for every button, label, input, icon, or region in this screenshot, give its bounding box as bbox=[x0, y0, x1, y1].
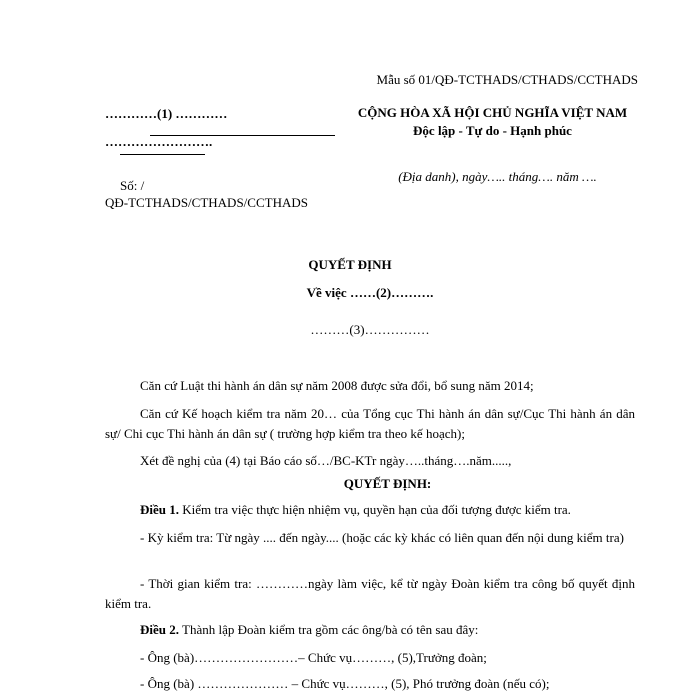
legal-basis-2: Căn cứ Kế hoạch kiểm tra năm 20… của Tổng cục Thi hành án dân sự/Cục Thi hành án dân sự/ Chi cục Thi hành án dân sự ( trường hợp kiểm tra theo kế hoạch); bbox=[105, 406, 635, 441]
decision-subject: Về việc ……(2)………. bbox=[306, 285, 434, 300]
team-member-1: - Ông (bà)……………………– Chức vụ………, (5),Trưởng đoàn; bbox=[140, 650, 487, 665]
article-1 bbox=[105, 500, 635, 520]
article-1-text: Kiểm tra việc thực hiện nhiệm vụ, quyền hạn của đối tượng được kiểm tra. bbox=[179, 502, 571, 517]
article-2 bbox=[105, 620, 635, 640]
inspection-period: - Kỳ kiểm tra: Từ ngày .... đến ngày.... (hoặc các kỳ khác có liên quan đến nội dung kiểm tra) bbox=[140, 530, 624, 545]
article-1-label: Điều 1. bbox=[140, 502, 179, 517]
place-and-date: (Địa danh), ngày….. tháng…. năm …. bbox=[398, 169, 597, 184]
country-name: CỘNG HÒA XÃ HỘI CHỦ NGHĨA VIỆT NAM bbox=[357, 105, 628, 120]
agency-underline bbox=[120, 154, 205, 155]
legal-basis-1: Căn cứ Luật thi hành án dân sự năm 2008 được sửa đổi, bổ sung năm 2014; bbox=[140, 378, 534, 393]
form-number: Mẫu số 01/QĐ-TCTHADS/CTHADS/CCTHADS bbox=[376, 72, 638, 87]
issuing-authority: ………(3)…………… bbox=[310, 322, 430, 337]
agency-line-1: …………(1) ………… bbox=[105, 106, 228, 121]
decide-heading: QUYẾT ĐỊNH: bbox=[343, 476, 432, 491]
agency-line-2: ……………………. bbox=[105, 134, 213, 149]
decision-title: QUYẾT ĐỊNH bbox=[308, 257, 392, 272]
legal-basis-3: Xét đề nghị của (4) tại Báo cáo số…/BC-KTr ngày…..tháng….năm....., bbox=[140, 453, 512, 468]
header-rule bbox=[150, 135, 335, 136]
document-number-code: QĐ-TCTHADS/CTHADS/CCTHADS bbox=[105, 195, 308, 210]
article-2-label: Điều 2. bbox=[140, 622, 179, 637]
document-number-label: Số: / bbox=[120, 178, 145, 193]
national-motto: Độc lập - Tự do - Hạnh phúc bbox=[413, 123, 572, 138]
article-2-text: Thành lập Đoàn kiểm tra gồm các ông/bà có tên sau đây: bbox=[179, 622, 479, 637]
team-member-2: - Ông (bà) ………………… – Chức vụ………, (5), Phó trưởng đoàn (nếu có); bbox=[140, 676, 550, 691]
inspection-duration: - Thời gian kiểm tra: …………ngày làm việc, kể từ ngày Đoàn kiểm tra công bố quyết định kiểm tra. bbox=[105, 576, 635, 611]
